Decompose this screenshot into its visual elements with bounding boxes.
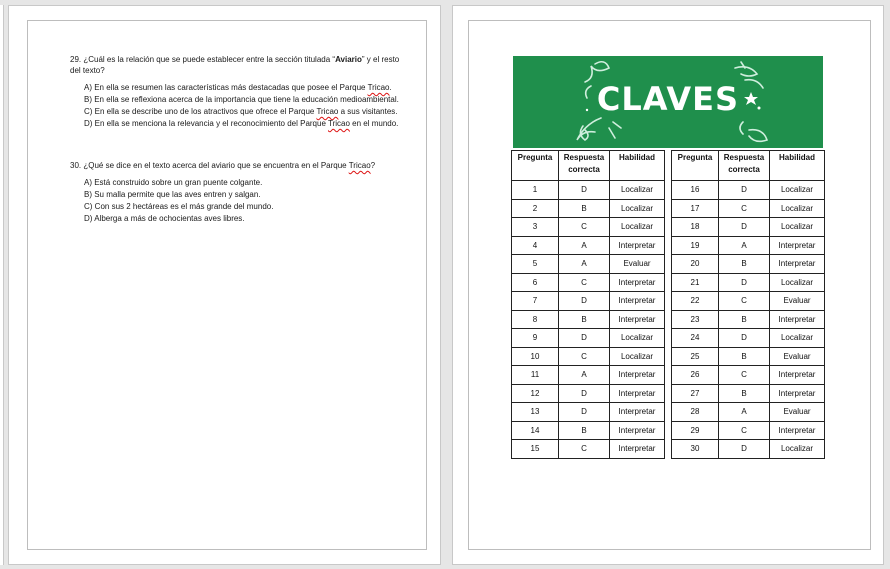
cell-respuesta: D [559,181,610,200]
header-pregunta: Pregunta [672,151,719,181]
question-29-stem: 29. ¿Cuál es la relación que se puede establecer entre la sección titulada “Aviario” y el resto del texto? [70,55,400,75]
header-habilidad: Habilidad [770,151,825,181]
cell-pregunta: 19 [672,236,719,255]
answer-key-table-1-15 [511,150,665,459]
previous-page-edge [0,5,4,565]
cell-pregunta: 21 [672,273,719,292]
table-row [512,329,665,348]
cell-respuesta: C [719,421,770,440]
table-row [512,236,665,255]
question-29 [70,54,400,130]
cell-habilidad: Localizar [610,218,665,237]
cell-habilidad: Interpretar [770,366,825,385]
table-row [672,421,825,440]
cell-pregunta: 30 [672,440,719,459]
cell-respuesta: B [719,347,770,366]
cell-pregunta: 18 [672,218,719,237]
q29-option-b: B) En ella se reflexiona acerca de la importancia que tiene la educación medioambiental. [84,95,399,104]
cell-respuesta: A [559,255,610,274]
cell-habilidad: Localizar [770,218,825,237]
table-row [672,292,825,311]
cell-habilidad: Localizar [610,347,665,366]
table-row [512,366,665,385]
document-page-right [452,5,884,565]
cell-habilidad: Interpretar [610,292,665,311]
table-row [672,329,825,348]
table-row [512,255,665,274]
table-row [512,440,665,459]
question-30 [70,160,400,225]
table-row [672,273,825,292]
cell-pregunta: 22 [672,292,719,311]
cell-habilidad: Localizar [770,199,825,218]
cell-habilidad: Localizar [610,181,665,200]
cell-pregunta: 7 [512,292,559,311]
cell-respuesta: C [559,347,610,366]
cell-respuesta: D [559,403,610,422]
table-row [512,310,665,329]
cell-respuesta: D [559,384,610,403]
cell-habilidad: Localizar [770,329,825,348]
cell-habilidad: Interpretar [610,236,665,255]
cell-habilidad: Interpretar [610,310,665,329]
table-row [512,181,665,200]
table-row [672,347,825,366]
table-row [672,218,825,237]
cell-habilidad: Interpretar [770,255,825,274]
cell-respuesta: B [559,310,610,329]
q30-option-b: B) Su malla permite que las aves entren y salgan. [84,190,261,199]
cell-pregunta: 6 [512,273,559,292]
q29-option-c: C) En ella se describe uno de los atractivos que ofrece el Parque Tricao a sus visitantes. [84,107,398,116]
cell-pregunta: 26 [672,366,719,385]
cell-respuesta: A [719,403,770,422]
cell-respuesta: A [559,236,610,255]
table-row [672,384,825,403]
cell-pregunta: 15 [512,440,559,459]
cell-pregunta: 27 [672,384,719,403]
cell-pregunta: 2 [512,199,559,218]
cell-habilidad: Interpretar [610,366,665,385]
cell-pregunta: 1 [512,181,559,200]
q30-option-c: C) Con sus 2 hectáreas es el más grande del mundo. [84,202,274,211]
cell-pregunta: 17 [672,199,719,218]
cell-pregunta: 8 [512,310,559,329]
cell-respuesta: B [719,384,770,403]
cell-habilidad: Interpretar [610,403,665,422]
cell-pregunta: 9 [512,329,559,348]
cell-respuesta: C [559,218,610,237]
cell-pregunta: 12 [512,384,559,403]
table-row [672,440,825,459]
cell-respuesta: D [719,218,770,237]
q30-option-d: D) Alberga a más de ochocientas aves libres. [84,214,245,223]
table-row [512,384,665,403]
cell-respuesta: B [719,310,770,329]
cell-pregunta: 13 [512,403,559,422]
cell-habilidad: Localizar [770,273,825,292]
table-row [512,421,665,440]
cell-respuesta: B [719,255,770,274]
table-row [672,403,825,422]
cell-respuesta: C [719,292,770,311]
table-row [672,255,825,274]
cell-pregunta: 11 [512,366,559,385]
cell-pregunta: 29 [672,421,719,440]
cell-pregunta: 4 [512,236,559,255]
table-row [672,310,825,329]
header-respuesta: Respuesta correcta [559,151,610,181]
table-header-row [672,151,825,181]
table-row [512,218,665,237]
header-respuesta: Respuesta correcta [719,151,770,181]
table-row [512,347,665,366]
cell-respuesta: C [719,366,770,385]
cell-respuesta: D [719,440,770,459]
cell-respuesta: C [559,440,610,459]
question-30-options [70,177,400,225]
table-header-row [512,151,665,181]
cell-respuesta: D [559,329,610,348]
cell-pregunta: 23 [672,310,719,329]
q30-option-a: A) Está construido sobre un gran puente colgante. [84,178,263,187]
cell-respuesta: B [559,421,610,440]
table-row [672,181,825,200]
table-row [672,366,825,385]
cell-habilidad: Interpretar [770,384,825,403]
answer-key-table-16-30 [671,150,825,459]
cell-respuesta: D [719,181,770,200]
table-row [672,236,825,255]
document-page-left [8,5,441,565]
cell-respuesta: C [559,273,610,292]
cell-pregunta: 20 [672,255,719,274]
cell-habilidad: Localizar [610,199,665,218]
cell-habilidad: Interpretar [770,421,825,440]
table-row [512,403,665,422]
claves-banner [513,56,823,148]
cell-habilidad: Localizar [770,181,825,200]
cell-pregunta: 5 [512,255,559,274]
cell-habilidad: Interpretar [610,440,665,459]
cell-respuesta: A [559,366,610,385]
table-row [512,199,665,218]
cell-respuesta: D [559,292,610,311]
cell-habilidad: Evaluar [770,347,825,366]
question-30-stem: 30. ¿Qué se dice en el texto acerca del aviario que se encuentra en el Parque Tricao? [70,161,376,170]
cell-habilidad: Interpretar [770,310,825,329]
header-habilidad: Habilidad [610,151,665,181]
cell-habilidad: Localizar [770,440,825,459]
cell-respuesta: C [719,199,770,218]
cell-habilidad: Interpretar [610,384,665,403]
q29-option-a: A) En ella se resumen las características más destacadas que posee el Parque Tricao. [84,83,392,92]
cell-pregunta: 28 [672,403,719,422]
cell-habilidad: Evaluar [770,403,825,422]
cell-respuesta: D [719,329,770,348]
banner-title: CLAVES [596,80,740,118]
cell-pregunta: 16 [672,181,719,200]
cell-pregunta: 25 [672,347,719,366]
table-row [672,199,825,218]
question-29-options [70,82,400,130]
cell-pregunta: 14 [512,421,559,440]
cell-habilidad: Evaluar [770,292,825,311]
cell-pregunta: 24 [672,329,719,348]
cell-habilidad: Interpretar [610,421,665,440]
cell-respuesta: B [559,199,610,218]
table-row [512,273,665,292]
cell-pregunta: 3 [512,218,559,237]
cell-habilidad: Evaluar [610,255,665,274]
header-pregunta: Pregunta [512,151,559,181]
cell-habilidad: Interpretar [770,236,825,255]
cell-habilidad: Interpretar [610,273,665,292]
cell-respuesta: A [719,236,770,255]
cell-habilidad: Localizar [610,329,665,348]
cell-respuesta: D [719,273,770,292]
table-row [512,292,665,311]
cell-pregunta: 10 [512,347,559,366]
q29-option-d: D) En ella se menciona la relevancia y el reconocimiento del Parque Tricao en el mundo. [84,119,399,128]
